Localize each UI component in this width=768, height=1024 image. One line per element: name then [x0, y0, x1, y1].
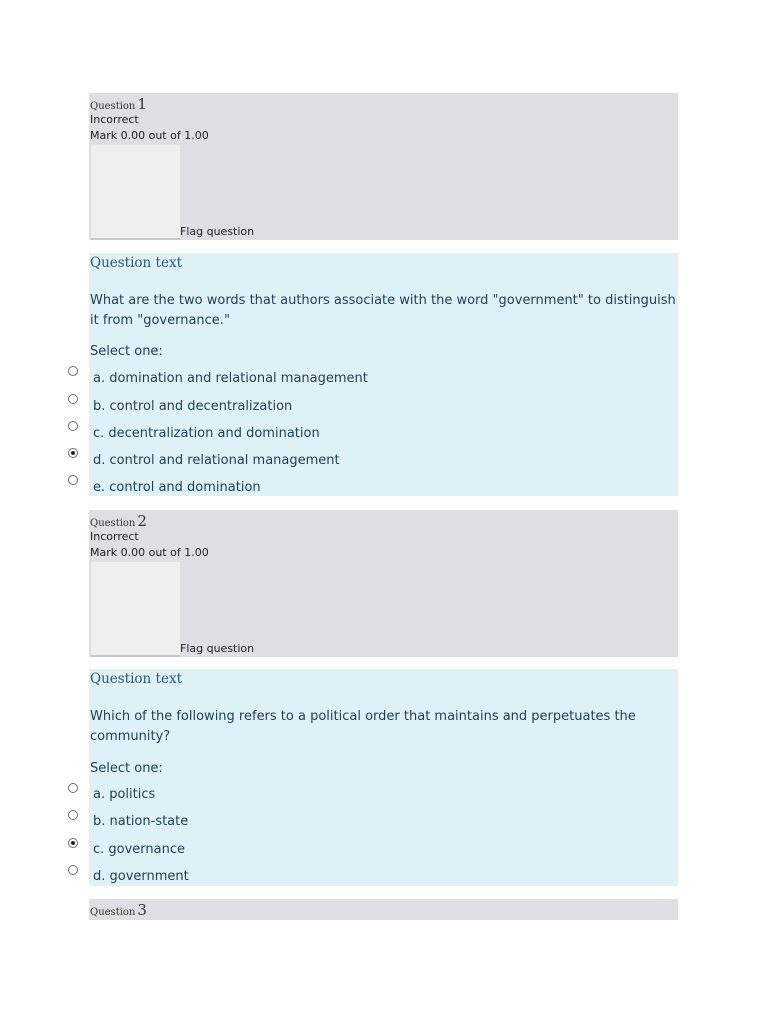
answer-option-e[interactable]: e. control and domination: [93, 480, 261, 495]
radio-q2-c[interactable]: [68, 838, 78, 848]
flag-icon[interactable]: [91, 562, 180, 657]
flag-question-link[interactable]: Flag question: [180, 642, 255, 655]
question-1-info: [89, 93, 678, 240]
answer-option-b[interactable]: b. control and decentralization: [93, 399, 293, 414]
radio-q1-c[interactable]: [68, 421, 78, 431]
question-text: Which of the following refers to a political order that maintains and perpetuates the community?: [90, 709, 636, 744]
question-grade: Mark 0.00 out of 1.00: [90, 546, 209, 559]
select-one-prompt: Select one:: [90, 344, 163, 359]
radio-q2-d[interactable]: [68, 865, 78, 875]
flag-question-link[interactable]: Flag question: [180, 225, 255, 238]
radio-q1-e[interactable]: [68, 475, 78, 485]
question-number: Question 3: [90, 901, 147, 919]
answer-option-a[interactable]: a. domination and relational management: [93, 371, 368, 386]
question-text-label: Question text: [90, 255, 182, 271]
answer-option-a[interactable]: a. politics: [93, 787, 156, 802]
answer-option-c[interactable]: c. decentralization and domination: [93, 426, 320, 441]
radio-q1-d[interactable]: [68, 448, 78, 458]
select-one-prompt: Select one:: [90, 761, 163, 776]
answer-option-b[interactable]: b. nation-state: [93, 814, 189, 829]
question-3-info: [89, 899, 678, 920]
answer-option-d[interactable]: d. government: [93, 869, 189, 884]
flag-icon[interactable]: [91, 145, 180, 240]
question-text: What are the two words that authors associate with the word "government" to distinguish it from "governance.": [90, 293, 676, 328]
question-2-info: [89, 510, 678, 657]
question-grade: Mark 0.00 out of 1.00: [90, 129, 209, 142]
question-2-content: [89, 669, 678, 886]
radio-q1-a[interactable]: [68, 366, 78, 376]
answer-option-d[interactable]: d. control and relational management: [93, 453, 340, 468]
question-state: Incorrect: [90, 113, 139, 126]
question-1-content: [89, 253, 678, 496]
question-state: Incorrect: [90, 530, 139, 543]
question-number: Question 1: [90, 95, 147, 113]
radio-q1-b[interactable]: [68, 394, 78, 404]
answer-option-c[interactable]: c. governance: [93, 842, 186, 857]
question-number: Question 2: [90, 512, 147, 530]
question-text-label: Question text: [90, 671, 182, 687]
radio-q2-b[interactable]: [68, 810, 78, 820]
radio-q2-a[interactable]: [68, 783, 78, 793]
